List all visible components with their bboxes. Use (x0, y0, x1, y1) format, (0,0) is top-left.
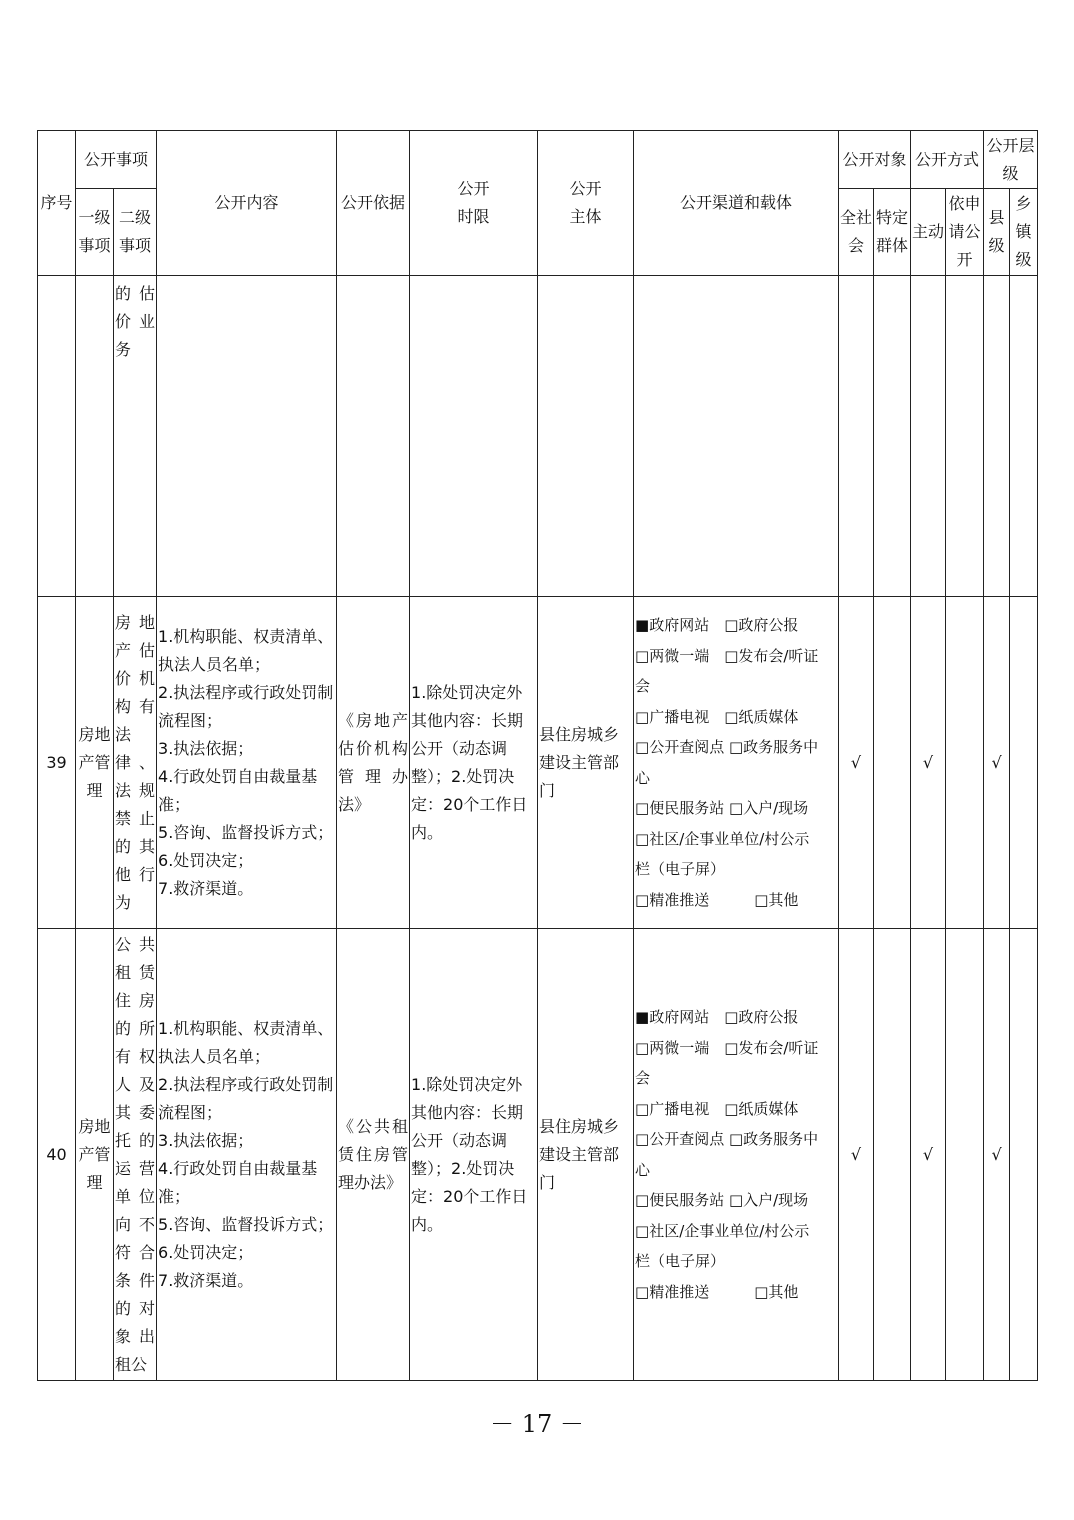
channel-line: 心 (635, 1160, 651, 1179)
content-line: 5.咨询、监督投诉方式； (158, 822, 334, 842)
row-level2: 房地产估价机构有法律、法规禁止的其他行为 (114, 597, 157, 929)
row-level1: 房地产管理 (76, 597, 114, 929)
row-level2: 公共租赁住房的所有权人及其委托的运营单位向不符合条件的对象出租公 (114, 929, 157, 1381)
check-all-society: √ (839, 929, 874, 1381)
channel-line: □广播电视 □纸质媒体 (635, 707, 799, 726)
check-town (1010, 597, 1038, 929)
row-seq: 40 (38, 929, 76, 1381)
continued-level2: 的估价业务 (114, 276, 157, 597)
check-active: √ (911, 597, 946, 929)
header-limit-text: 公开时限 (457, 179, 490, 226)
channel-line: 心 (635, 768, 651, 787)
check-all-society: √ (839, 597, 874, 929)
header-audience: 公开对象 (839, 131, 911, 189)
header-content: 公开内容 (157, 131, 337, 276)
channel-line: □便民服务站 □入户/现场 (635, 1191, 809, 1209)
channel-line: □公开查阅点 □政务服务中 (635, 738, 819, 756)
header-subject (538, 131, 634, 276)
channel-line: □两微一端 □发布会/听证 (635, 1038, 819, 1057)
header-items: 公开事项 (76, 131, 157, 189)
channel-line: □两微一端 □发布会/听证 (635, 646, 819, 665)
row-channel (634, 597, 839, 929)
check-active: √ (911, 929, 946, 1381)
row-content (157, 597, 337, 929)
check-on-request (946, 929, 984, 1381)
content-line: 2.执法程序或行政处罚制流程图； (158, 1074, 334, 1122)
continued-row (38, 276, 1038, 597)
content-line: 4.行政处罚自由裁量基准； (158, 1158, 318, 1206)
channel-line: ■政府网站 □政府公报 (635, 616, 799, 634)
check-county: √ (984, 929, 1010, 1381)
header-method: 公开方式 (911, 131, 984, 189)
check-specific-group (874, 929, 911, 1381)
channel-line: 会 (635, 677, 651, 695)
header-level1: 一级事项 (76, 189, 114, 276)
row-content (157, 929, 337, 1381)
content-line: 7.救济渠道。 (158, 878, 254, 898)
check-on-request (946, 597, 984, 929)
row-subject: 县住房城乡建设主管部门 (538, 929, 634, 1381)
content-line: 5.咨询、监督投诉方式； (158, 1214, 334, 1234)
table-row (38, 597, 1038, 929)
channel-line: □精准推送 □其他 (635, 890, 799, 909)
header-row-1 (38, 131, 1038, 189)
header-tier-county: 县级 (984, 189, 1010, 276)
channel-line: □公开查阅点 □政务服务中 (635, 1130, 819, 1148)
header-tier-town: 乡镇级 (1010, 189, 1038, 276)
header-basis: 公开依据 (337, 131, 410, 276)
header-level2: 二级事项 (114, 189, 157, 276)
page-number: － 17 － (490, 1410, 584, 1438)
channel-line: □社区/企事业单位/村公示 (635, 829, 810, 848)
header-limit (410, 131, 538, 276)
header-method-request: 依申请公开 (946, 189, 984, 276)
row-channel (634, 929, 839, 1381)
check-specific-group (874, 597, 911, 929)
header-method-active: 主动 (911, 189, 946, 276)
content-line: 2.执法程序或行政处罚制流程图； (158, 682, 334, 730)
row-seq: 39 (38, 597, 76, 929)
content-line: 6.处罚决定； (158, 850, 254, 870)
channel-line: ■政府网站 □政府公报 (635, 1008, 799, 1026)
content-line: 6.处罚决定； (158, 1242, 254, 1262)
disclosure-table (37, 130, 1038, 1381)
content-line: 3.执法依据； (158, 738, 254, 758)
content-line: 4.行政处罚自由裁量基准； (158, 766, 318, 814)
row-level1: 房地产管理 (76, 929, 114, 1381)
row-limit: 1.除处罚决定外其他内容：长期公开（动态调整）；2.处罚决定：20个工作日内。 (410, 597, 538, 929)
header-seq: 序号 (38, 131, 76, 276)
header-audience-all: 全社会 (839, 189, 874, 276)
content-line: 3.执法依据； (158, 1130, 254, 1150)
content-line: 1.机构职能、权责清单、执法人员名单； (158, 626, 334, 674)
channel-line: 会 (635, 1069, 651, 1087)
check-town (1010, 929, 1038, 1381)
header-channel: 公开渠道和载体 (634, 131, 839, 276)
row-basis: 《房地产估价机构管理办法》 (337, 597, 410, 929)
table-row (38, 929, 1038, 1381)
content-line: 7.救济渠道。 (158, 1270, 254, 1290)
channel-line: □精准推送 □其他 (635, 1282, 799, 1301)
channel-line: □便民服务站 □入户/现场 (635, 799, 809, 817)
channel-line: 栏（电子屏） (635, 1252, 726, 1270)
channel-line: 栏（电子屏） (635, 860, 726, 878)
content-line: 1.机构职能、权责清单、执法人员名单； (158, 1018, 334, 1066)
header-tier: 公开层级 (984, 131, 1038, 189)
row-basis: 《公共租赁住房管理办法》 (337, 929, 410, 1381)
channel-line: □社区/企事业单位/村公示 (635, 1221, 810, 1240)
check-county: √ (984, 597, 1010, 929)
channel-line: □广播电视 □纸质媒体 (635, 1099, 799, 1118)
header-subject-text: 公开主体 (569, 179, 602, 226)
row-subject: 县住房城乡建设主管部门 (538, 597, 634, 929)
header-audience-specific: 特定群体 (874, 189, 911, 276)
row-limit: 1.除处罚决定外其他内容：长期公开（动态调整）；2.处罚决定：20个工作日内。 (410, 929, 538, 1381)
